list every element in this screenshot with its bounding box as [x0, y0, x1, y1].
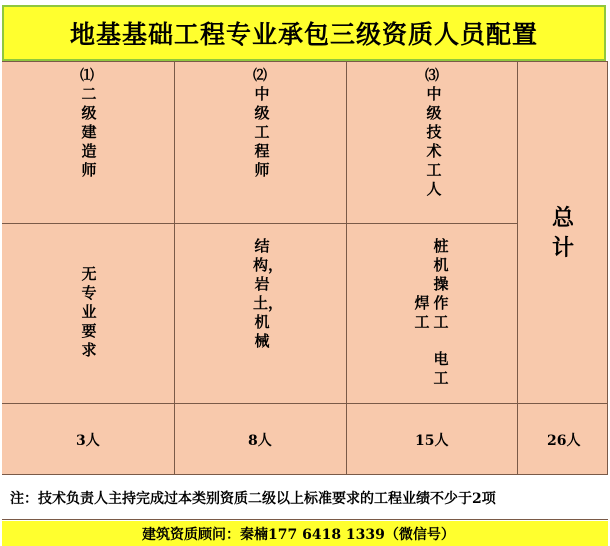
footnote: 注：技术负责人主持完成过本类别资质二级以上标准要求的工程业绩不少于2项 — [2, 476, 608, 520]
count-cell-2 — [175, 404, 347, 475]
requirement-cell-2 — [175, 224, 347, 404]
requirement-cell-1 — [2, 224, 175, 404]
column-number-2: ⑵ — [253, 68, 267, 84]
staffing-table — [2, 61, 608, 475]
total-count: 26人 — [547, 433, 581, 449]
contact-banner: 建筑资质顾问：秦楠177 6418 1339（微信号） — [2, 521, 608, 546]
requirement-3-electrician: 电工 — [433, 350, 449, 387]
total-count-cell — [518, 404, 608, 475]
column-heading-3: 中级技术工人 — [426, 85, 442, 198]
count-1: 3人 — [76, 433, 100, 449]
column-heading-2: 中级工程师 — [254, 85, 270, 179]
column-number-1: ⑴ — [80, 68, 94, 84]
requirement-2: 结构，岩土，机械 — [253, 237, 284, 350]
requirement-1: 无专业要求 — [81, 265, 97, 359]
header-cell-1 — [2, 61, 175, 224]
count-2: 8人 — [248, 433, 272, 449]
page-title: 地基基础工程专业承包三级资质人员配置 — [2, 5, 606, 61]
column-number-3: ⑶ — [425, 68, 439, 84]
total-label-cell — [518, 61, 608, 404]
header-cell-2 — [175, 61, 347, 224]
count-cell-3 — [347, 404, 518, 475]
column-heading-1: 二级建造师 — [81, 85, 97, 179]
count-3: 15人 — [415, 433, 449, 449]
header-cell-3 — [347, 61, 518, 224]
total-label: 总计 — [551, 205, 574, 261]
count-cell-1 — [2, 404, 175, 475]
requirement-3-welder: 焊工 — [414, 294, 430, 331]
requirement-cell-3 — [347, 224, 518, 404]
requirement-3-pile-operator: 桩机操作工 — [433, 237, 449, 331]
